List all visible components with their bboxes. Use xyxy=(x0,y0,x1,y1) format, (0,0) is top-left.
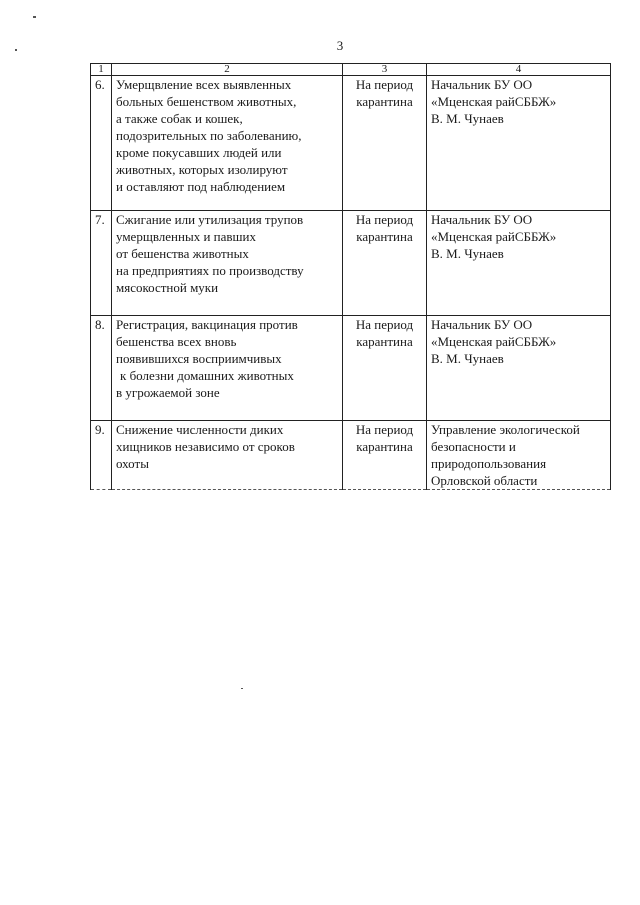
measure-line: умерщвленных и павших xyxy=(116,229,256,244)
measure-line: охоты xyxy=(116,456,149,471)
responsible-cell xyxy=(427,76,611,211)
responsible-cell xyxy=(427,421,611,490)
measure-line: а также собак и кошек, xyxy=(116,111,243,126)
measure-line: Сжигание или утилизация трупов xyxy=(116,212,304,227)
measure-line: Регистрация, вакцинация против xyxy=(116,317,298,332)
measure-line: на предприятиях по производству xyxy=(116,263,304,278)
responsible-line: В. М. Чунаев xyxy=(431,246,504,261)
term-line: карантина xyxy=(356,229,413,244)
term-cell xyxy=(343,211,427,316)
responsible-cell xyxy=(427,211,611,316)
measure-line: и оставляют под наблюдением xyxy=(116,179,286,194)
measure-line: в угрожаемой зоне xyxy=(116,385,220,400)
measure-line: кроме покусавших людей или xyxy=(116,145,282,160)
responsible-line: «Мценская райСББЖ» xyxy=(431,334,557,349)
term-cell xyxy=(343,316,427,421)
measure-cell xyxy=(112,76,343,211)
term-line: На период xyxy=(355,77,414,92)
measure-line: к болезни домашних животных xyxy=(120,368,294,383)
measure-line: хищников независимо от сроков xyxy=(116,439,295,454)
column-header-responsible: 4 xyxy=(427,64,611,76)
table-header-row xyxy=(91,64,611,76)
row-number: 9. xyxy=(91,421,112,490)
column-header-number: 1 xyxy=(91,64,112,76)
term-line: На период xyxy=(355,422,414,437)
measure-line: Снижение численности диких xyxy=(116,422,284,437)
table-row xyxy=(91,316,611,421)
measure-line: мясокостной муки xyxy=(116,280,219,295)
measure-line: от бешенства животных xyxy=(116,246,249,261)
measure-line: животных, которых изолируют xyxy=(116,162,288,177)
table-row xyxy=(91,76,611,211)
column-header-term: 3 xyxy=(343,64,427,76)
term-cell xyxy=(343,421,427,490)
responsible-line: Начальник БУ ОО xyxy=(431,212,533,227)
responsible-line: Начальник БУ ОО xyxy=(431,77,533,92)
row-number: 7. xyxy=(91,211,112,316)
measure-line: больных бешенством животных, xyxy=(116,94,297,109)
responsible-line: Начальник БУ ОО xyxy=(431,317,533,332)
responsible-line: В. М. Чунаев xyxy=(431,111,504,126)
measure-cell xyxy=(112,421,343,490)
measure-line: Умерщвление всех выявленных xyxy=(116,77,292,92)
measures-table xyxy=(90,63,611,490)
measure-line: бешенства всех вновь xyxy=(116,334,237,349)
column-header-measure: 2 xyxy=(112,64,343,76)
term-line: На период xyxy=(355,212,414,227)
responsible-cell xyxy=(427,316,611,421)
measure-cell xyxy=(112,211,343,316)
responsible-line: природопользования xyxy=(431,456,547,471)
term-line: карантина xyxy=(356,334,413,349)
table-row xyxy=(91,211,611,316)
term-line: карантина xyxy=(356,439,413,454)
responsible-line: В. М. Чунаев xyxy=(431,351,504,366)
term-line: На период xyxy=(355,317,414,332)
term-line: карантина xyxy=(356,94,413,109)
measure-line: подозрительных по заболеванию, xyxy=(116,128,302,143)
responsible-line: «Мценская райСББЖ» xyxy=(431,94,557,109)
responsible-line: Орловской области xyxy=(431,473,538,488)
table-row xyxy=(91,421,611,490)
term-cell xyxy=(343,76,427,211)
measure-line: появившихся восприимчивых xyxy=(116,351,282,366)
measure-cell xyxy=(112,316,343,421)
responsible-line: Управление экологической xyxy=(431,422,580,437)
responsible-line: безопасности и xyxy=(431,439,516,454)
scan-speck xyxy=(241,688,243,689)
row-number: 6. xyxy=(91,76,112,211)
responsible-line: «Мценская райСББЖ» xyxy=(431,229,557,244)
row-number: 8. xyxy=(91,316,112,421)
scan-speck xyxy=(33,16,36,18)
page-number: 3 xyxy=(336,38,344,53)
